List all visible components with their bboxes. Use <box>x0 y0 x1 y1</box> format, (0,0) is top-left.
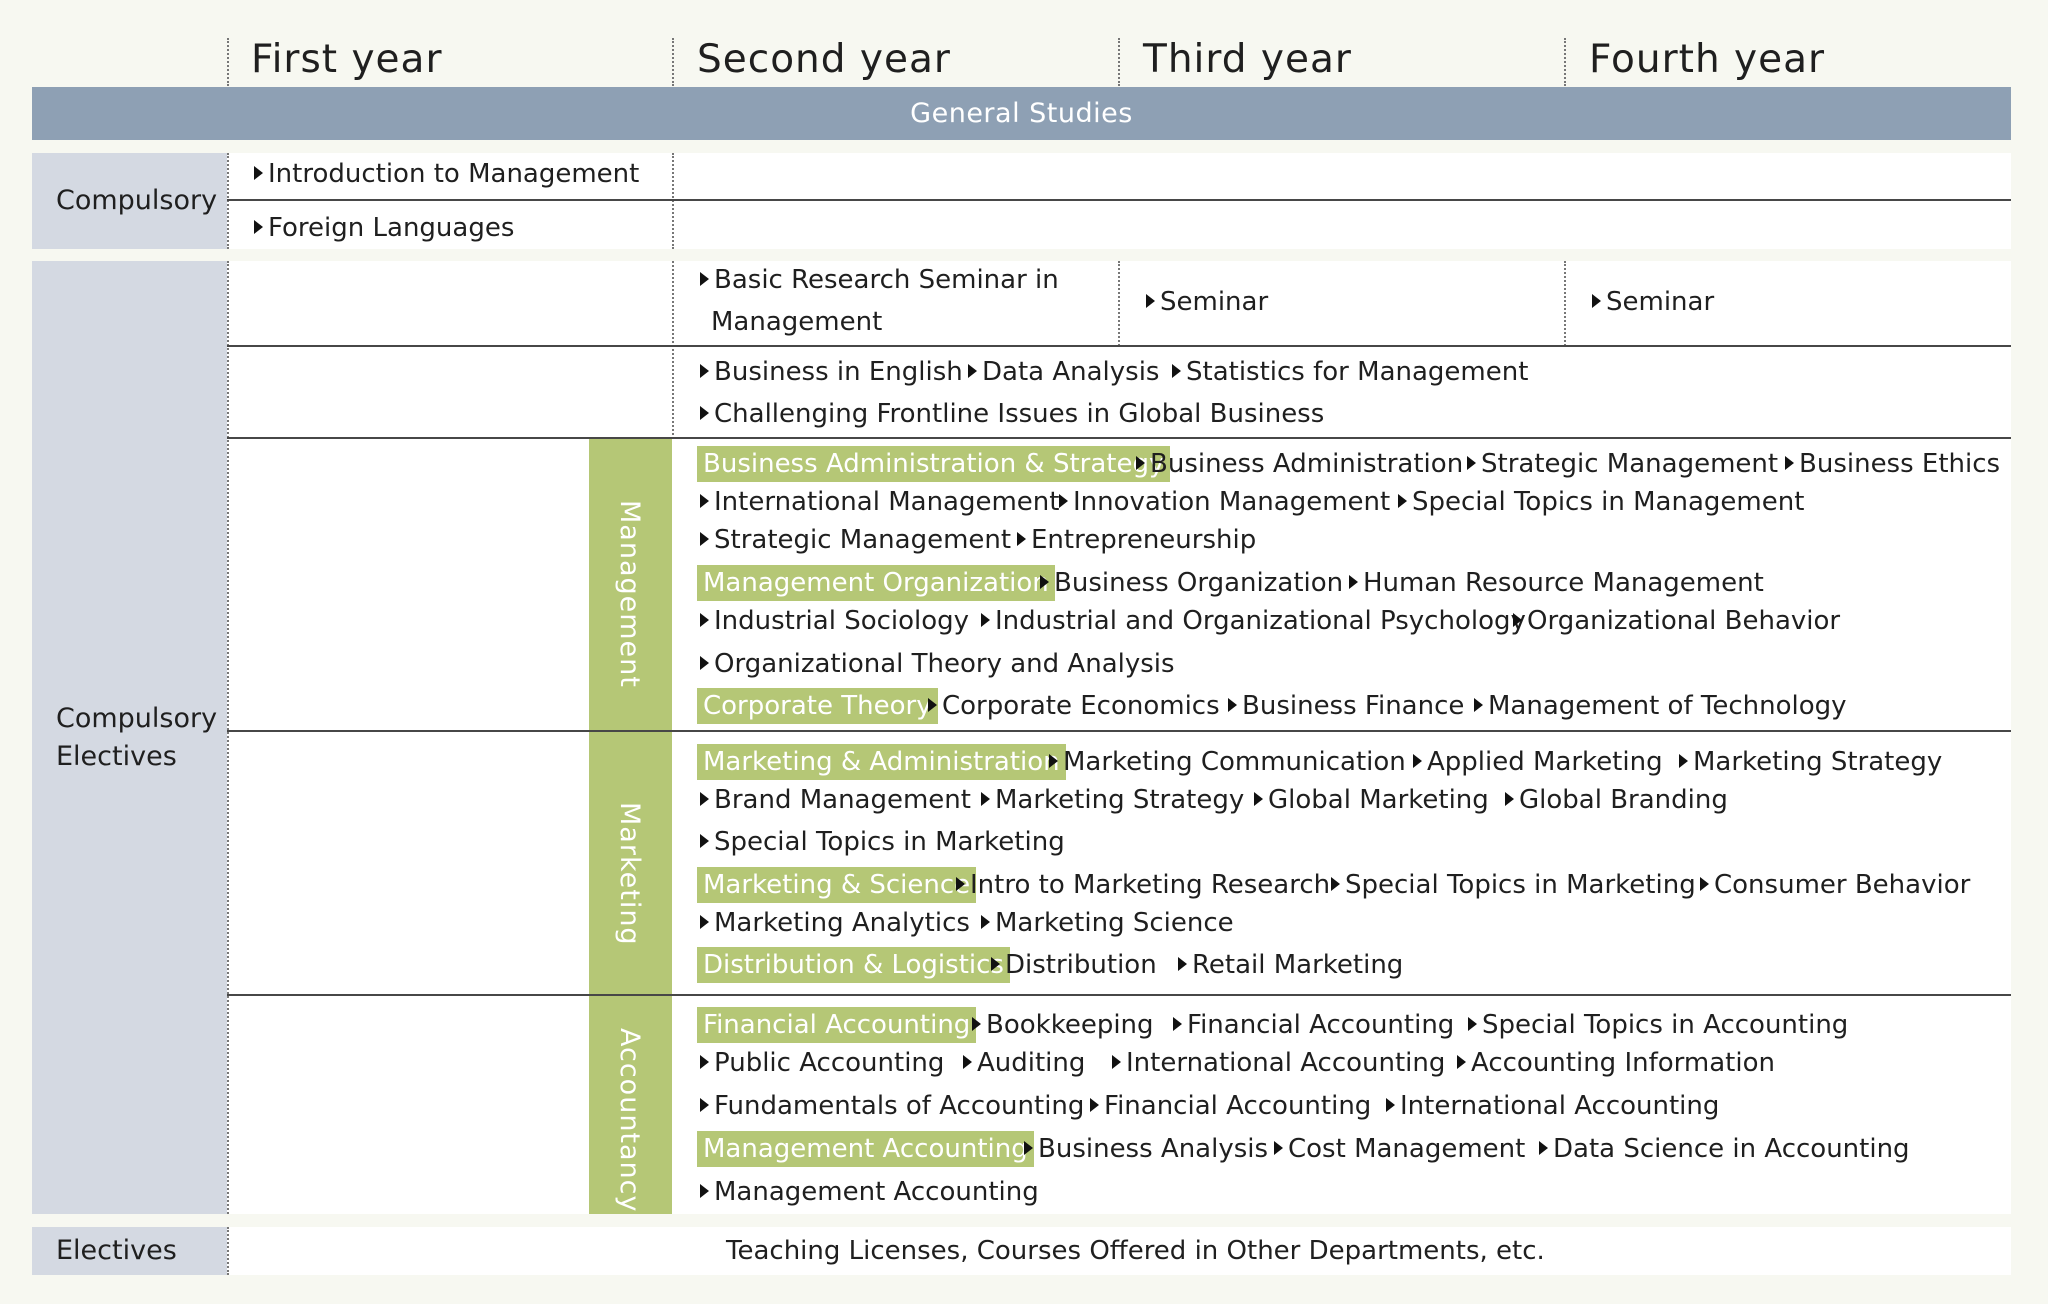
course-item: Accounting Information <box>1457 1045 1775 1081</box>
subfield-label: Business Administration & Strategy <box>697 446 1170 482</box>
course-item: Global Branding <box>1505 782 1728 818</box>
course-item: Management of Technology <box>1474 688 1847 724</box>
field-label-accountancy: Accountancy <box>614 1028 645 1213</box>
subfield-label: Management Organization <box>697 565 1055 601</box>
course-item: Special Topics in Marketing <box>1331 867 1696 903</box>
course-item: Statistics for Management <box>1172 354 1528 390</box>
course-item: International Management <box>700 484 1059 520</box>
course-item: Bookkeeping <box>972 1007 1154 1043</box>
divider <box>227 994 2011 996</box>
course-item: Consumer Behavior <box>1700 867 1970 903</box>
category-compulsory <box>32 153 227 249</box>
subfield-label: Marketing & Science <box>697 867 976 903</box>
category-compulsory-electives-line1: Compulsory <box>56 702 218 734</box>
divider <box>227 345 2011 347</box>
course-item: Special Topics in Marketing <box>700 824 1065 860</box>
course-item: Seminar <box>1592 284 1714 320</box>
course-item: Organizational Behavior <box>1513 603 1840 639</box>
course-item: Organizational Theory and Analysis <box>700 646 1175 682</box>
course-item: Global Marketing <box>1254 782 1489 818</box>
course-item: Business Administration <box>1136 446 1463 482</box>
course-item: Business Organization <box>1040 565 1343 601</box>
course-item: Challenging Frontline Issues in Global Business <box>700 396 1324 432</box>
subfield-label: Financial Accounting <box>697 1007 976 1043</box>
course-item: Management Accounting <box>700 1174 1039 1210</box>
course-item: Industrial Sociology <box>700 603 969 639</box>
course-item: Strategic Management <box>700 522 1011 558</box>
course-item: Business Analysis <box>1024 1131 1268 1167</box>
field-label-marketing: Marketing <box>614 802 645 946</box>
course-item: Business Finance <box>1228 688 1464 724</box>
year-header-fourth: Fourth year <box>1589 37 1826 82</box>
course-item: Distribution <box>991 947 1157 983</box>
course-item: Data Analysis <box>968 354 1159 390</box>
course-item: Seminar <box>1146 284 1268 320</box>
course-item: Financial Accounting <box>1173 1007 1454 1043</box>
course-item: Retail Marketing <box>1178 947 1403 983</box>
course-item: Public Accounting <box>700 1045 944 1081</box>
subfield-label: Corporate Theory <box>697 688 938 724</box>
course-item: International Accounting <box>1112 1045 1445 1081</box>
year-header-first: First year <box>251 37 443 82</box>
category-electives-label: Electives <box>56 1235 177 1266</box>
course-item: Basic Research Seminar in <box>700 262 1059 298</box>
course-item: Marketing Strategy <box>1679 744 1942 780</box>
course-item: Special Topics in Management <box>1398 484 1804 520</box>
subfield-label: Marketing & Administration <box>697 744 1066 780</box>
category-compulsory-label: Compulsory <box>56 185 218 216</box>
category-compulsory-electives-line2: Electives <box>56 740 177 772</box>
course-item: Introduction to Management <box>254 156 639 192</box>
year-header-second: Second year <box>697 37 951 82</box>
course-item: Human Resource Management <box>1349 565 1764 601</box>
course-item: Financial Accounting <box>1090 1088 1371 1124</box>
course-item: Entrepreneurship <box>1017 522 1256 558</box>
course-item: Marketing Analytics <box>700 905 970 941</box>
divider <box>227 437 2011 439</box>
general-studies-band: General Studies <box>32 87 2011 140</box>
field-label-management: Management <box>614 500 645 688</box>
course-item: Business Ethics <box>1785 446 2000 482</box>
course-item: Special Topics in Accounting <box>1468 1007 1848 1043</box>
course-item: International Accounting <box>1386 1088 1719 1124</box>
course-item: Fundamentals of Accounting <box>700 1088 1084 1124</box>
course-item: Strategic Management <box>1467 446 1778 482</box>
course-item: Brand Management <box>700 782 971 818</box>
course-item: Intro to Marketing Research <box>956 867 1330 903</box>
subfield-label: Management Accounting <box>697 1131 1034 1167</box>
divider <box>227 730 2011 732</box>
course-item: Industrial and Organizational Psychology <box>981 603 1526 639</box>
year-header-third: Third year <box>1143 37 1352 82</box>
course-item: Marketing Communication <box>1049 744 1406 780</box>
course-item: Cost Management <box>1274 1131 1525 1167</box>
divider <box>227 199 2011 201</box>
course-item: Data Science in Accounting <box>1539 1131 1910 1167</box>
course-item: Marketing Science <box>981 905 1234 941</box>
course-item: Applied Marketing <box>1413 744 1663 780</box>
electives-description: Teaching Licenses, Courses Offered in Other Departments, etc. <box>726 1236 1545 1266</box>
course-item: Auditing <box>963 1045 1085 1081</box>
course-item: Marketing Strategy <box>981 782 1244 818</box>
course-item: Innovation Management <box>1059 484 1390 520</box>
subfield-label: Distribution & Logistics <box>697 947 1010 983</box>
course-item: Corporate Economics <box>928 688 1220 724</box>
course-item: Foreign Languages <box>254 210 514 246</box>
category-electives <box>32 1227 227 1275</box>
category-compulsory-electives <box>32 261 227 1214</box>
course-item: Business in English <box>700 354 963 390</box>
course-item-continued: Management <box>711 307 883 337</box>
